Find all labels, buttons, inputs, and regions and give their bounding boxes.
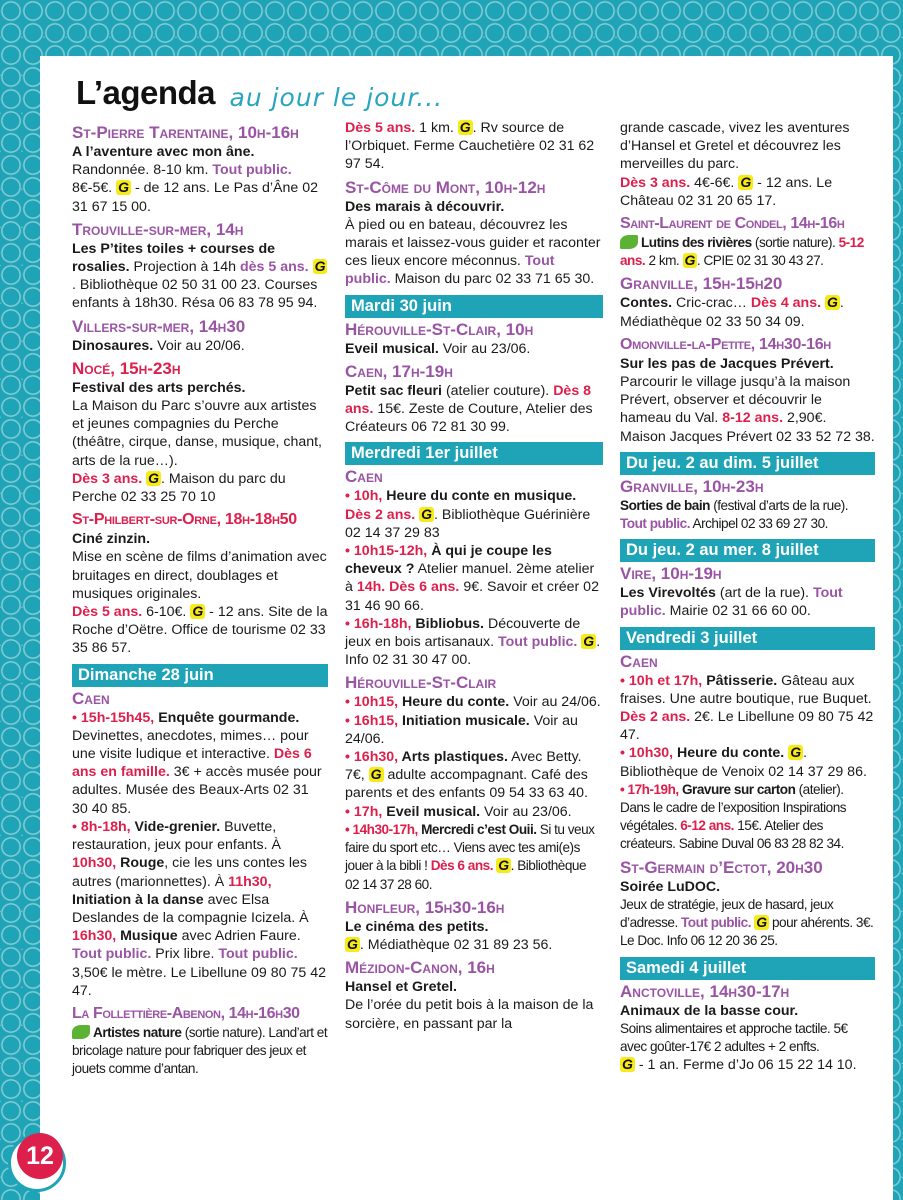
event-herouville-mercredi: Hérouville-St-Clair • 10h15, Heure du conte. Voir au 24/06. • 16h15, Initiation musicale. Voir au 24/06. • 16h30, Arts plastiques. Avec Betty. 7€, G adulte accompagnant. Café des parents et des enfants 09 54 33 63 40. • 17h, Eveil musical. Voir au 23/06. • 14h30-17h, Mercredi c’est Ouii. Si tu veux faire du sport etc… Viens avec tes ami(e)s jouer à la bibli ! Dès 6 ans. G . Bibliothèque 02 14 37 28 60. <box>345 673 603 893</box>
event-city: Omonville-la-Petite, 14h30-16h <box>620 335 831 353</box>
event-city: Trouville-sur-mer, 14h <box>72 219 244 239</box>
event-trouville: Trouville-sur-mer, 14h Les P’tites toiles + courses de rosalies. Projection à 14h dès 5 ans. G. Bibliothèque 02 50 31 00 23. Courses enfants à 18h30. Résa 06 83 78 95 94. <box>72 220 328 313</box>
event-city: Caen <box>345 467 383 487</box>
gratuit-icon: G <box>314 258 326 275</box>
gratuit-icon: G <box>148 469 160 486</box>
event-city: Granville, 15h-15h20 <box>620 274 783 294</box>
event-city: Caen <box>620 651 658 671</box>
page-number-badge <box>8 1134 66 1192</box>
event-granville-bain: Granville, 10h-23h Sorties de bain (festival d’arts de la rue). Tout public. Archipel 02 33 69 27 30. <box>620 477 875 533</box>
nature-leaf-icon <box>72 1025 90 1039</box>
event-city: St-Philbert-sur-Orne, 18h-18h50 <box>72 511 297 529</box>
column-3 <box>620 119 875 1074</box>
gratuit-icon: G <box>370 766 382 783</box>
page-number: 12 <box>17 1133 63 1179</box>
event-caen-mardi: Caen, 17h-19h Petit sac fleuri (atelier couture). Dès 8 ans. 15€. Zeste de Couture, Atelier des Créateurs 06 72 81 30 99. <box>345 362 603 437</box>
event-title: Des marais à découvrir. <box>345 198 505 215</box>
event-city: St-Germain d’Ectot, 20h30 <box>620 857 823 877</box>
event-caen-vendredi: Caen • 10h et 17h, Pâtisserie. Gâteau aux fraises. Une autre boutique, rue Buquet. Dès 2 ans. 2€. Le Libellune 09 80 75 42 47. • 10h30, Heure du conte. G . Bibliothèque de Venoix 02 14 37 29 86. • 17h-19h, Gravure sur carton (atelier). Dans le cadre de l’exposition Inspirations végétales. 6-12 ans. 15€. Atelier des créateurs. Sabine Duval 06 83 28 82 34. <box>620 651 874 852</box>
event-title: Lutins des rivières <box>641 235 752 251</box>
event-city: Villers-sur-mer, 14h30 <box>72 316 246 336</box>
event-caen-dimanche: Caen • 15h-15h45, Enquête gourmande. Devinettes, anecdotes, mimes… pour une visite ludique et interactive. Dès 6 ans en famille. 3€ + accès musée pour adultes. Musée des Beaux-Arts 02 31 30 40 85. • 8h-18h, Vide-grenier. Buvette, restauration, jeux pour enfants. À 10h30, Rouge, cie les uns contes les autres (marionnettes). À 11h30, Initiation à la danse avec Elsa Deslandes de la compagnie Icizela. À 16h30, Musique avec Adrien Faure. Tout public. Prix libre. Tout public. 3,50€ le mètre. Le Libellune 09 80 75 42 47. <box>72 688 326 999</box>
event-st-pierre: St-Pierre Tarentaine, 10h-16h A l’aventure avec mon âne. Randonnée. 8-10 km. Tout public. 8€-5€. G - de 12 ans. Le Pas d’Âne 02 31 67 15 00. <box>72 123 328 216</box>
gratuit-icon: G <box>583 633 595 650</box>
event-city: St-Pierre Tarentaine, 10h-16h <box>72 123 299 142</box>
gratuit-icon: G <box>827 294 838 311</box>
event-st-germain: St-Germain d’Ectot, 20h30 Soirée LuDOC. Jeux de stratégie, jeux de hasard, jeux d’adresse. Tout public. G pour ahérents. 3€. Le Doc. Info 06 12 20 36 25. <box>620 857 874 949</box>
event-city: Anctoville, 14h30-17h <box>620 981 790 1001</box>
event-title: Animaux de la basse cour. <box>620 1002 799 1019</box>
event-omonville: Omonville-la-Petite, 14h30-16h Sur les pas de Jacques Prévert. Parcourir le village jusqu’à la maison Prévert, observer et découvrir le hameau du Val. 8-12 ans. 2,90€. Maison Jacques Prévert 02 33 52 72 38. <box>620 335 875 445</box>
gratuit-icon: G <box>684 252 695 269</box>
event-title: A l’aventure avec mon âne. <box>72 144 255 160</box>
event-granville-contes: Granville, 15h-15h20 Contes. Cric-crac… Dès 4 ans. G . Médiathèque 02 33 50 34 09. <box>620 274 875 330</box>
event-villers: Villers-sur-mer, 14h30 Dinosaures. Voir au 20/06. <box>72 317 328 355</box>
event-st-laurent: Saint-Laurent de Condel, 14h-16h Lutins des rivières (sortie nature). 5-12 ans. 2 km. G . CPIE 02 31 30 43 27. <box>620 214 875 270</box>
event-noce: Nocé, 15h-23h Festival des arts perchés. La Maison du Parc s’ouvre aux artistes et jeunes compagnies du Perche (théâtre, cirque, danse, musique, chant, arts de la rue…). Dès 3 ans. G . Maison du parc du Perche 02 33 25 70 10 <box>72 359 328 506</box>
date-band: Samedi 4 juillet <box>620 957 875 980</box>
date-band: Vendredi 3 juillet <box>620 627 875 650</box>
event-orbiquet-continued: Dès 5 ans. 1 km. G . Rv source de l’Orbiquet. Ferme Cauchetière 02 31 62 97 54. <box>345 119 595 173</box>
event-city: Caen <box>72 688 110 708</box>
event-title: Ciné zinzin. <box>72 531 151 548</box>
event-city: Saint-Laurent de Condel, 14h-16h <box>620 215 845 233</box>
event-city: Hérouville-St-Clair <box>345 673 497 693</box>
event-title: Le cinéma des petits. <box>345 918 489 935</box>
event-city: Granville, 10h-23h <box>620 476 764 496</box>
event-city: Honfleur, 15h30-16h <box>345 897 505 917</box>
event-title: Contes. <box>620 295 673 312</box>
event-title: Sur les pas de Jacques Prévert. <box>620 355 834 372</box>
event-herouville-mardi: Hérouville-St-Clair, 10h Eveil musical. Voir au 23/06. <box>345 320 603 358</box>
event-mezidon: Mézidon-Canon, 16h Hansel et Gretel. De l’orée du petit bois à la maison de la sorcière, en passant par la <box>345 958 603 1033</box>
event-title: Les P’tites toiles + courses de rosalies. <box>72 240 276 276</box>
date-band: Du jeu. 2 au dim. 5 juillet <box>620 452 875 475</box>
date-band: Merdredi 1er juillet <box>345 442 603 465</box>
gratuit-icon: G <box>740 173 752 190</box>
event-title: Artistes nature <box>93 1024 182 1040</box>
gratuit-icon: G <box>622 1056 633 1073</box>
event-title: Dinosaures. <box>72 337 154 354</box>
date-band: Dimanche 28 juin <box>72 664 328 687</box>
gratuit-icon: G <box>756 914 767 931</box>
gratuit-icon: G <box>498 857 509 874</box>
event-title: Hansel et Gretel. <box>345 979 457 996</box>
event-title: Soirée LuDOC. <box>620 878 721 895</box>
column-2 <box>345 119 603 1033</box>
event-title: Festival des arts perchés. <box>72 379 246 396</box>
gratuit-icon: G <box>118 179 130 196</box>
gratuit-icon: G <box>421 505 433 522</box>
date-band: Du jeu. 2 au mer. 8 juillet <box>620 539 875 562</box>
gratuit-icon: G <box>192 603 204 620</box>
event-city: La Follettière-Abenon, 14h-16h30 <box>72 1004 300 1022</box>
event-city: Caen, 17h-19h <box>345 361 453 381</box>
event-city: Nocé, 15h-23h <box>72 358 181 378</box>
page-header <box>76 74 443 116</box>
column-1 <box>72 119 328 1079</box>
event-vire: Vire, 10h-19h Les Virevoltés (art de la rue). Tout public. Mairie 02 31 66 60 00. <box>620 564 875 620</box>
event-title: Petit sac fleuri <box>345 382 442 399</box>
page-title: L’agenda <box>76 74 216 111</box>
event-city: Vire, 10h-19h <box>620 564 722 584</box>
agenda-page <box>40 56 893 1200</box>
event-city: St-Côme du Mont, 10h-12h <box>345 177 546 197</box>
event-honfleur: Honfleur, 15h30-16h Le cinéma des petits. G . Médiathèque 02 31 89 23 56. <box>345 898 603 954</box>
event-st-philbert: St-Philbert-sur-Orne, 18h-18h50 Ciné zinzin. Mise en scène de films d’animation avec bruitages en direct, doublages et musiques originales. Dès 5 ans. 6-10€. G - 12 ans. Site de la Roche d’Oëtre. Office de tourisme 02 33 35 86 57. <box>72 511 328 657</box>
event-title: Eveil musical. <box>345 340 439 357</box>
event-city: Mézidon-Canon, 16h <box>345 958 495 978</box>
event-anctoville: Anctoville, 14h30-17h Animaux de la basse cour. Soins alimentaires et approche tactile. 5€ avec goûter-17€ 2 adultes + 2 enfts. G - 1 an. Ferme d’Jo 06 15 22 14 10. <box>620 982 875 1075</box>
gratuit-icon: G <box>790 744 802 761</box>
event-caen-mercredi: Caen • 10h, Heure du conte en musique. Dès 2 ans. G . Bibliothèque Guérinière 02 14 37 29 83 • 10h15-12h, À qui je coupe les cheveux ? Atelier manuel. 2ème atelier à 14h. Dès 6 ans. 9€. Savoir et créer 02 31 46 90 66. • 16h-18h, Bibliobus. Découverte de jeux en bois artisanaux. Tout public. G . Info 02 31 30 47 00. <box>345 467 603 669</box>
event-st-come: St-Côme du Mont, 10h-12h Des marais à découvrir. À pied ou en bateau, découvrez les marais et laissez-vous guider et raconter ces lieux encore méconnus. Tout public. Maison du parc 02 33 71 65 30. <box>345 178 603 289</box>
event-title: Sorties de bain <box>620 497 710 513</box>
event-follettiere: La Follettière-Abenon, 14h-16h30 Artistes nature (sortie nature). Land’art et bricolage nature pour fabriquer des jeux et jouets comme d’antan. <box>72 1004 328 1077</box>
gratuit-icon: G <box>459 119 471 135</box>
event-title: Les Virevoltés <box>620 585 716 602</box>
nature-leaf-icon <box>620 235 638 249</box>
event-hansel-continued: grande cascade, vivez les aventures d’Hansel et Gretel et découvrez les merveilles du parc. Dès 3 ans. 4€-6€. G - 12 ans. Le Château 02 31 20 65 17. <box>620 120 850 209</box>
date-band: Mardi 30 juin <box>345 295 603 318</box>
page-subtitle: au jour le jour... <box>229 83 444 112</box>
event-city: Hérouville-St-Clair, 10h <box>345 319 534 339</box>
gratuit-icon: G <box>347 935 358 952</box>
